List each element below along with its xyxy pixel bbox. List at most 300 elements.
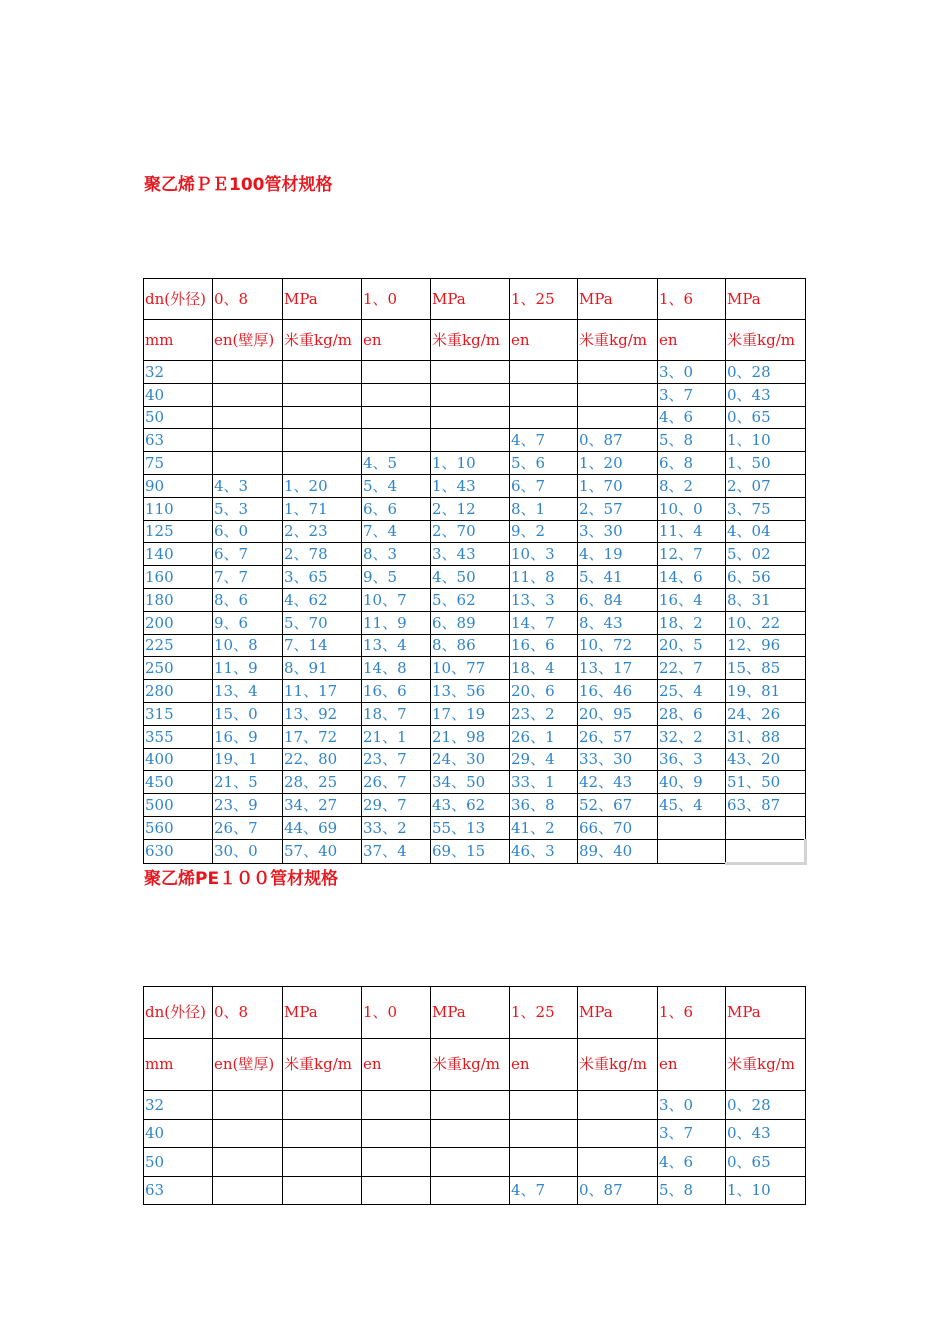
- table-cell: [362, 1148, 431, 1177]
- pipe-spec-table: [143, 986, 806, 1205]
- dn-cell: 140: [144, 543, 213, 566]
- table-cell: 3、7: [658, 1119, 726, 1148]
- table-cell: 16、4: [658, 588, 726, 611]
- table-cell: 1、10: [726, 1176, 806, 1205]
- header-cell: dn(外径): [144, 279, 213, 320]
- table-cell: 4、7: [510, 429, 578, 452]
- table-cell: 3、75: [726, 497, 806, 520]
- header-cell: MPa: [431, 279, 510, 320]
- table-cell: 33、1: [510, 771, 578, 794]
- table-cell: 69、15: [431, 839, 510, 863]
- table-cell: [726, 839, 806, 863]
- table-cell: 6、7: [213, 543, 283, 566]
- table-cell: 26、7: [213, 816, 283, 839]
- table-cell: 15、85: [726, 657, 806, 680]
- table-cell: 9、6: [213, 611, 283, 634]
- header-cell: mm: [144, 1039, 213, 1091]
- table-cell: 40、9: [658, 771, 726, 794]
- table-cell: 8、91: [283, 657, 362, 680]
- table-cell: 63、87: [726, 794, 806, 817]
- table-cell: 43、20: [726, 748, 806, 771]
- dn-cell: 40: [144, 1119, 213, 1148]
- table-cell: 23、7: [362, 748, 431, 771]
- table-cell: 22、80: [283, 748, 362, 771]
- table-cell: [213, 361, 283, 384]
- table-cell: 2、07: [726, 474, 806, 497]
- table-cell: 21、1: [362, 725, 431, 748]
- table-cell: 3、7: [658, 383, 726, 406]
- table-row: [144, 383, 806, 406]
- table-cell: 19、1: [213, 748, 283, 771]
- table-cell: 7、7: [213, 566, 283, 589]
- table-cell: [213, 429, 283, 452]
- table-cell: [213, 406, 283, 429]
- table-row: [144, 1091, 806, 1120]
- table-row: [144, 474, 806, 497]
- table-cell: 20、95: [578, 702, 658, 725]
- table-cell: [510, 406, 578, 429]
- table-row: [144, 1176, 806, 1205]
- table-row: [144, 1119, 806, 1148]
- table-cell: [510, 383, 578, 406]
- dn-cell: 32: [144, 1091, 213, 1120]
- table-cell: 4、62: [283, 588, 362, 611]
- table-row: [144, 839, 806, 863]
- table-cell: 10、7: [362, 588, 431, 611]
- header-cell: 米重kg/m: [726, 320, 806, 361]
- pipe-spec-table: [143, 278, 807, 865]
- table-cell: 33、2: [362, 816, 431, 839]
- table-cell: [283, 1119, 362, 1148]
- table-cell: 5、41: [578, 566, 658, 589]
- header-row-columns: [144, 1039, 806, 1091]
- page-title: 聚乙烯ＰＥ100管材规格: [144, 175, 333, 195]
- section-title: 聚乙烯PE１００管材规格: [144, 869, 339, 889]
- header-cell: MPa: [578, 279, 658, 320]
- table-cell: 4、3: [213, 474, 283, 497]
- table-cell: 1、50: [726, 452, 806, 475]
- table-cell: 8、43: [578, 611, 658, 634]
- table-cell: 2、12: [431, 497, 510, 520]
- table-cell: 0、43: [726, 383, 806, 406]
- table-cell: [362, 1119, 431, 1148]
- table-cell: [578, 383, 658, 406]
- header-cell: MPa: [283, 987, 362, 1039]
- table-cell: 13、92: [283, 702, 362, 725]
- table-cell: 24、30: [431, 748, 510, 771]
- table-cell: [578, 361, 658, 384]
- dn-cell: 63: [144, 429, 213, 452]
- dn-cell: 500: [144, 794, 213, 817]
- table-cell: [213, 1119, 283, 1148]
- table-cell: 4、6: [658, 1148, 726, 1177]
- table-cell: 7、14: [283, 634, 362, 657]
- table-cell: 8、6: [213, 588, 283, 611]
- table-cell: [431, 1148, 510, 1177]
- header-cell: 1、0: [362, 279, 431, 320]
- table-cell: [213, 452, 283, 475]
- dn-cell: 40: [144, 383, 213, 406]
- table-cell: 12、7: [658, 543, 726, 566]
- table-cell: 0、87: [578, 429, 658, 452]
- table-row: [144, 771, 806, 794]
- table-cell: [726, 816, 806, 839]
- header-cell: 1、6: [658, 279, 726, 320]
- table-cell: 1、71: [283, 497, 362, 520]
- table-cell: 89、40: [578, 839, 658, 863]
- table-cell: 13、17: [578, 657, 658, 680]
- table-cell: 11、9: [213, 657, 283, 680]
- table-cell: 0、65: [726, 406, 806, 429]
- table-cell: 10、3: [510, 543, 578, 566]
- table-cell: 15、0: [213, 702, 283, 725]
- table-cell: 31、88: [726, 725, 806, 748]
- header-cell: 0、8: [213, 987, 283, 1039]
- table-cell: 34、50: [431, 771, 510, 794]
- table-cell: 44、69: [283, 816, 362, 839]
- table-row: [144, 634, 806, 657]
- table-cell: 10、77: [431, 657, 510, 680]
- table-row: [144, 361, 806, 384]
- dn-cell: 63: [144, 1176, 213, 1205]
- table-cell: 5、6: [510, 452, 578, 475]
- table-cell: [431, 1119, 510, 1148]
- table-row: [144, 429, 806, 452]
- header-cell: MPa: [578, 987, 658, 1039]
- table-cell: [283, 1091, 362, 1120]
- table-cell: 34、27: [283, 794, 362, 817]
- table-cell: 1、10: [726, 429, 806, 452]
- table-cell: 10、0: [658, 497, 726, 520]
- table-cell: 3、43: [431, 543, 510, 566]
- dn-cell: 250: [144, 657, 213, 680]
- table-cell: 11、4: [658, 520, 726, 543]
- table-cell: 1、20: [283, 474, 362, 497]
- table-cell: 16、6: [510, 634, 578, 657]
- table-cell: 3、0: [658, 361, 726, 384]
- table-cell: 5、8: [658, 1176, 726, 1205]
- table-cell: 24、26: [726, 702, 806, 725]
- table-cell: 2、70: [431, 520, 510, 543]
- table-cell: 17、19: [431, 702, 510, 725]
- table-cell: [431, 383, 510, 406]
- table-cell: 6、6: [362, 497, 431, 520]
- header-cell: MPa: [431, 987, 510, 1039]
- dn-cell: 225: [144, 634, 213, 657]
- table-cell: [283, 406, 362, 429]
- table-cell: [283, 452, 362, 475]
- table-cell: 26、57: [578, 725, 658, 748]
- table-cell: 21、98: [431, 725, 510, 748]
- table-cell: 57、40: [283, 839, 362, 863]
- table-cell: 10、8: [213, 634, 283, 657]
- header-cell: 1、0: [362, 987, 431, 1039]
- table-cell: 1、43: [431, 474, 510, 497]
- dn-cell: 90: [144, 474, 213, 497]
- table-cell: 16、6: [362, 680, 431, 703]
- table-cell: 18、4: [510, 657, 578, 680]
- dn-cell: 280: [144, 680, 213, 703]
- header-cell: 1、25: [510, 279, 578, 320]
- table-cell: 8、31: [726, 588, 806, 611]
- table-cell: 18、7: [362, 702, 431, 725]
- table-cell: 3、65: [283, 566, 362, 589]
- table-row: [144, 680, 806, 703]
- header-cell: en: [362, 320, 431, 361]
- table-cell: [658, 816, 726, 839]
- table-cell: 4、04: [726, 520, 806, 543]
- table-cell: 6、84: [578, 588, 658, 611]
- table-cell: 0、65: [726, 1148, 806, 1177]
- table-cell: 9、2: [510, 520, 578, 543]
- header-row-columns: [144, 320, 806, 361]
- table-cell: 23、9: [213, 794, 283, 817]
- dn-cell: 450: [144, 771, 213, 794]
- table-cell: 4、7: [510, 1176, 578, 1205]
- table-cell: 17、72: [283, 725, 362, 748]
- dn-cell: 400: [144, 748, 213, 771]
- table-cell: [213, 1148, 283, 1177]
- table-cell: [362, 383, 431, 406]
- table-cell: 28、6: [658, 702, 726, 725]
- table-cell: 5、4: [362, 474, 431, 497]
- table-cell: [578, 406, 658, 429]
- table-cell: 46、3: [510, 839, 578, 863]
- table-cell: 20、5: [658, 634, 726, 657]
- table-row: [144, 406, 806, 429]
- table-cell: 19、81: [726, 680, 806, 703]
- table-cell: 26、1: [510, 725, 578, 748]
- header-cell: 米重kg/m: [578, 1039, 658, 1091]
- table-row: [144, 452, 806, 475]
- table-cell: 2、78: [283, 543, 362, 566]
- table-cell: 37、4: [362, 839, 431, 863]
- dn-cell: 200: [144, 611, 213, 634]
- table-cell: 10、22: [726, 611, 806, 634]
- table-cell: 4、19: [578, 543, 658, 566]
- table-cell: 5、3: [213, 497, 283, 520]
- header-cell: en: [510, 320, 578, 361]
- table-cell: 52、67: [578, 794, 658, 817]
- table-cell: [431, 1176, 510, 1205]
- table-cell: 6、89: [431, 611, 510, 634]
- table-cell: 3、30: [578, 520, 658, 543]
- table-row: [144, 657, 806, 680]
- header-cell: 0、8: [213, 279, 283, 320]
- table-cell: [283, 361, 362, 384]
- header-cell: en: [658, 320, 726, 361]
- header-row-pressure: [144, 279, 806, 320]
- header-cell: mm: [144, 320, 213, 361]
- table-cell: 5、02: [726, 543, 806, 566]
- table-cell: 4、50: [431, 566, 510, 589]
- dn-cell: 75: [144, 452, 213, 475]
- table-cell: 0、43: [726, 1119, 806, 1148]
- dn-cell: 315: [144, 702, 213, 725]
- table-cell: 42、43: [578, 771, 658, 794]
- table-cell: [510, 361, 578, 384]
- header-cell: en: [658, 1039, 726, 1091]
- header-cell: MPa: [283, 279, 362, 320]
- table-cell: [510, 1091, 578, 1120]
- table-cell: 11、9: [362, 611, 431, 634]
- table-cell: 11、8: [510, 566, 578, 589]
- table-cell: [283, 1148, 362, 1177]
- table-cell: 4、6: [658, 406, 726, 429]
- header-cell: MPa: [726, 279, 806, 320]
- table-cell: 8、3: [362, 543, 431, 566]
- table-cell: 9、5: [362, 566, 431, 589]
- table-cell: 36、8: [510, 794, 578, 817]
- table-cell: [658, 839, 726, 863]
- table-row: [144, 566, 806, 589]
- table-cell: 13、4: [362, 634, 431, 657]
- table-cell: 1、20: [578, 452, 658, 475]
- table-cell: [578, 1091, 658, 1120]
- table-cell: 20、6: [510, 680, 578, 703]
- dn-cell: 355: [144, 725, 213, 748]
- table-cell: 6、56: [726, 566, 806, 589]
- table-row: [144, 748, 806, 771]
- table-cell: 8、1: [510, 497, 578, 520]
- table-cell: 32、2: [658, 725, 726, 748]
- table-cell: 13、4: [213, 680, 283, 703]
- table-cell: 6、8: [658, 452, 726, 475]
- table-cell: 6、0: [213, 520, 283, 543]
- table-cell: [431, 406, 510, 429]
- table-row: [144, 794, 806, 817]
- header-cell: 1、6: [658, 987, 726, 1039]
- table-cell: 7、4: [362, 520, 431, 543]
- header-cell: 1、25: [510, 987, 578, 1039]
- table-cell: 8、86: [431, 634, 510, 657]
- table-row: [144, 611, 806, 634]
- header-cell: en: [362, 1039, 431, 1091]
- table-row: [144, 702, 806, 725]
- table-cell: 12、96: [726, 634, 806, 657]
- table-cell: 1、70: [578, 474, 658, 497]
- table-cell: 8、2: [658, 474, 726, 497]
- header-cell: en(壁厚): [213, 1039, 283, 1091]
- table-cell: [431, 361, 510, 384]
- dn-cell: 160: [144, 566, 213, 589]
- dn-cell: 32: [144, 361, 213, 384]
- dn-cell: 110: [144, 497, 213, 520]
- table-row: [144, 497, 806, 520]
- table-cell: 13、56: [431, 680, 510, 703]
- table-cell: 4、5: [362, 452, 431, 475]
- table-cell: [578, 1148, 658, 1177]
- table-cell: 18、2: [658, 611, 726, 634]
- table-row: [144, 543, 806, 566]
- table-cell: 33、30: [578, 748, 658, 771]
- table-cell: 2、23: [283, 520, 362, 543]
- header-row-pressure: [144, 987, 806, 1039]
- dn-cell: 125: [144, 520, 213, 543]
- table-cell: 14、8: [362, 657, 431, 680]
- table-cell: 5、8: [658, 429, 726, 452]
- table-cell: 30、0: [213, 839, 283, 863]
- table-cell: 10、72: [578, 634, 658, 657]
- header-cell: MPa: [726, 987, 806, 1039]
- table-cell: [213, 1091, 283, 1120]
- table-cell: 0、28: [726, 1091, 806, 1120]
- table-cell: 14、7: [510, 611, 578, 634]
- table-cell: [578, 1119, 658, 1148]
- table-cell: [283, 1176, 362, 1205]
- table-cell: 0、87: [578, 1176, 658, 1205]
- table-cell: 3、0: [658, 1091, 726, 1120]
- header-cell: 米重kg/m: [726, 1039, 806, 1091]
- table-cell: 1、10: [431, 452, 510, 475]
- table-cell: [362, 1176, 431, 1205]
- table-cell: 41、2: [510, 816, 578, 839]
- table-cell: 29、4: [510, 748, 578, 771]
- table-cell: 14、6: [658, 566, 726, 589]
- table-cell: 28、25: [283, 771, 362, 794]
- header-cell: en(壁厚): [213, 320, 283, 361]
- table-row: [144, 816, 806, 839]
- table-cell: [431, 429, 510, 452]
- table-cell: 36、3: [658, 748, 726, 771]
- table-cell: 5、62: [431, 588, 510, 611]
- table-row: [144, 725, 806, 748]
- dn-cell: 630: [144, 839, 213, 863]
- header-cell: 米重kg/m: [431, 320, 510, 361]
- table-cell: [510, 1119, 578, 1148]
- table-cell: [510, 1148, 578, 1177]
- table-cell: 21、5: [213, 771, 283, 794]
- table-cell: 51、50: [726, 771, 806, 794]
- header-cell: en: [510, 1039, 578, 1091]
- dn-cell: 560: [144, 816, 213, 839]
- table-row: [144, 520, 806, 543]
- table-row: [144, 1148, 806, 1177]
- table-cell: 26、7: [362, 771, 431, 794]
- header-cell: 米重kg/m: [578, 320, 658, 361]
- table-cell: 23、2: [510, 702, 578, 725]
- header-cell: 米重kg/m: [283, 1039, 362, 1091]
- table-cell: 13、3: [510, 588, 578, 611]
- table-cell: 29、7: [362, 794, 431, 817]
- table-cell: 0、28: [726, 361, 806, 384]
- table-cell: 5、70: [283, 611, 362, 634]
- table-cell: 6、7: [510, 474, 578, 497]
- table-cell: 2、57: [578, 497, 658, 520]
- dn-cell: 180: [144, 588, 213, 611]
- table-cell: 11、17: [283, 680, 362, 703]
- table-cell: 16、9: [213, 725, 283, 748]
- table-row: [144, 588, 806, 611]
- table-cell: [362, 1091, 431, 1120]
- table-cell: [283, 429, 362, 452]
- header-cell: 米重kg/m: [431, 1039, 510, 1091]
- table-cell: 66、70: [578, 816, 658, 839]
- table-cell: [362, 361, 431, 384]
- header-cell: dn(外径): [144, 987, 213, 1039]
- table-cell: [213, 1176, 283, 1205]
- table-cell: [213, 383, 283, 406]
- table-cell: 22、7: [658, 657, 726, 680]
- table-cell: 43、62: [431, 794, 510, 817]
- dn-cell: 50: [144, 406, 213, 429]
- dn-cell: 50: [144, 1148, 213, 1177]
- table-cell: 16、46: [578, 680, 658, 703]
- table-cell: [283, 383, 362, 406]
- table-cell: [362, 429, 431, 452]
- header-cell: 米重kg/m: [283, 320, 362, 361]
- table-cell: 25、4: [658, 680, 726, 703]
